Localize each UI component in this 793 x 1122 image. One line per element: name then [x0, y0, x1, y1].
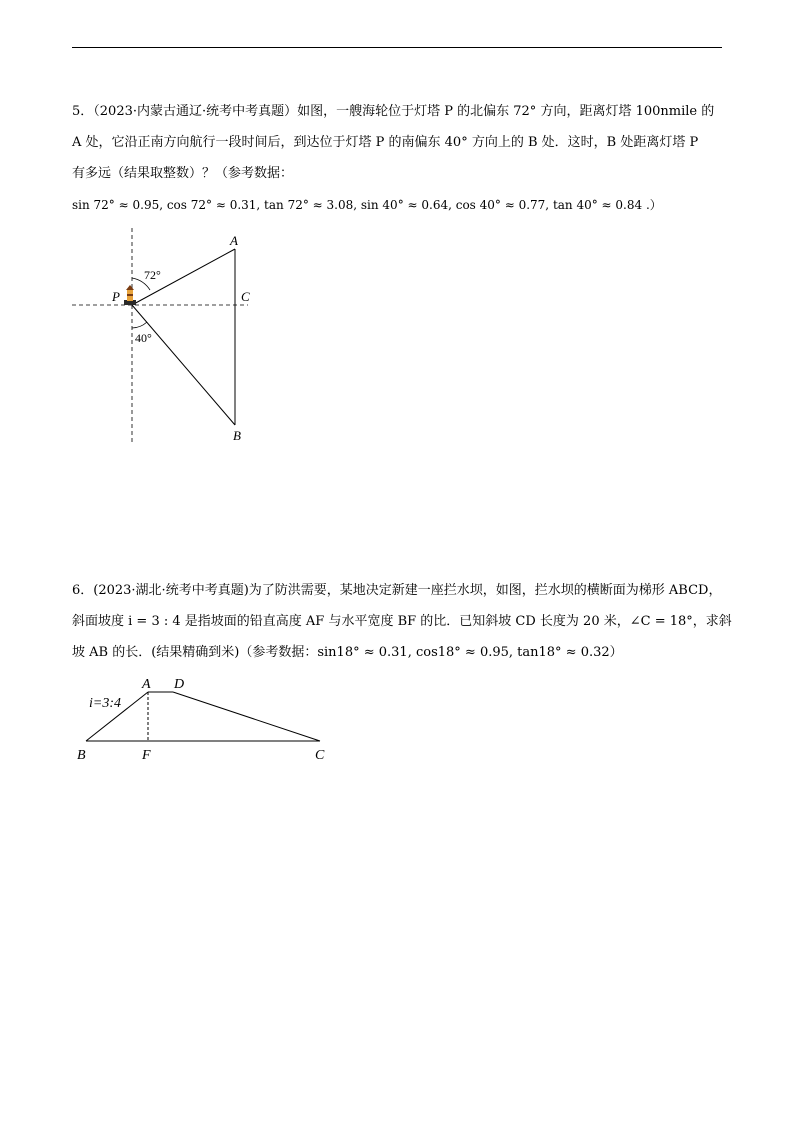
q5-angle-72-label: 72° — [144, 268, 161, 282]
q5-angle-40-label: 40° — [135, 331, 152, 345]
q6-text-line-1: 6．(2023·湖北·统考中考真题)为了防洪需要，某地决定新建一座拦水坝，如图，拦水坝的横断面为梯形 ABCD， — [72, 583, 722, 598]
q6-label-A: A — [142, 677, 151, 692]
q5-reference-data: sin 72° ≈ 0.95, cos 72° ≈ 0.31, tan 72° ≈ 3.08, sin 40° ≈ 0.64, cos 40° ≈ 0.77, tan 40° ≈ 0.84 .） — [72, 198, 662, 212]
q6-segment-DC — [173, 692, 320, 741]
q5-text-line-1: 5．（2023·内蒙古通辽·统考中考真题）如图，一艘海轮位于灯塔 P 的北偏东 72° 方向，距离灯塔 100nmile 的 — [72, 104, 715, 119]
q5-segment-PB — [132, 305, 235, 425]
q6-label-C: C — [315, 748, 325, 763]
q5-angle-arc-40 — [132, 322, 147, 328]
q6-slope-label: i=3:4 — [89, 696, 121, 711]
q6-label-D: D — [174, 677, 185, 692]
q5-label-C: C — [241, 289, 250, 304]
q5-label-B: B — [233, 428, 241, 443]
q6-text-line-2: 斜面坡度 i = 3 : 4 是指坡面的铅直高度 AF 与水平宽度 BF 的比．已知斜坡 CD 长度为 20 米，∠C = 18°，求斜 — [72, 614, 732, 629]
q5-label-P: P — [112, 289, 120, 304]
q6-label-B: B — [77, 748, 86, 763]
q5-label-A: A — [230, 233, 238, 248]
q5-text-line-2: A 处，它沿正南方向航行一段时间后，到达位于灯塔 P 的南偏东 40° 方向上的 B 处．这时，B 处距离灯塔 P — [72, 135, 699, 150]
q6-text-line-3: 坡 AB 的长．(结果精确到米)（参考数据：sin18° ≈ 0.31, cos18° ≈ 0.95, tan18° ≈ 0.32） — [72, 645, 623, 660]
q6-label-F: F — [142, 748, 151, 763]
q5-text-line-3: 有多远（结果取整数）？（参考数据： — [72, 166, 294, 181]
lighthouse-icon — [124, 285, 136, 305]
